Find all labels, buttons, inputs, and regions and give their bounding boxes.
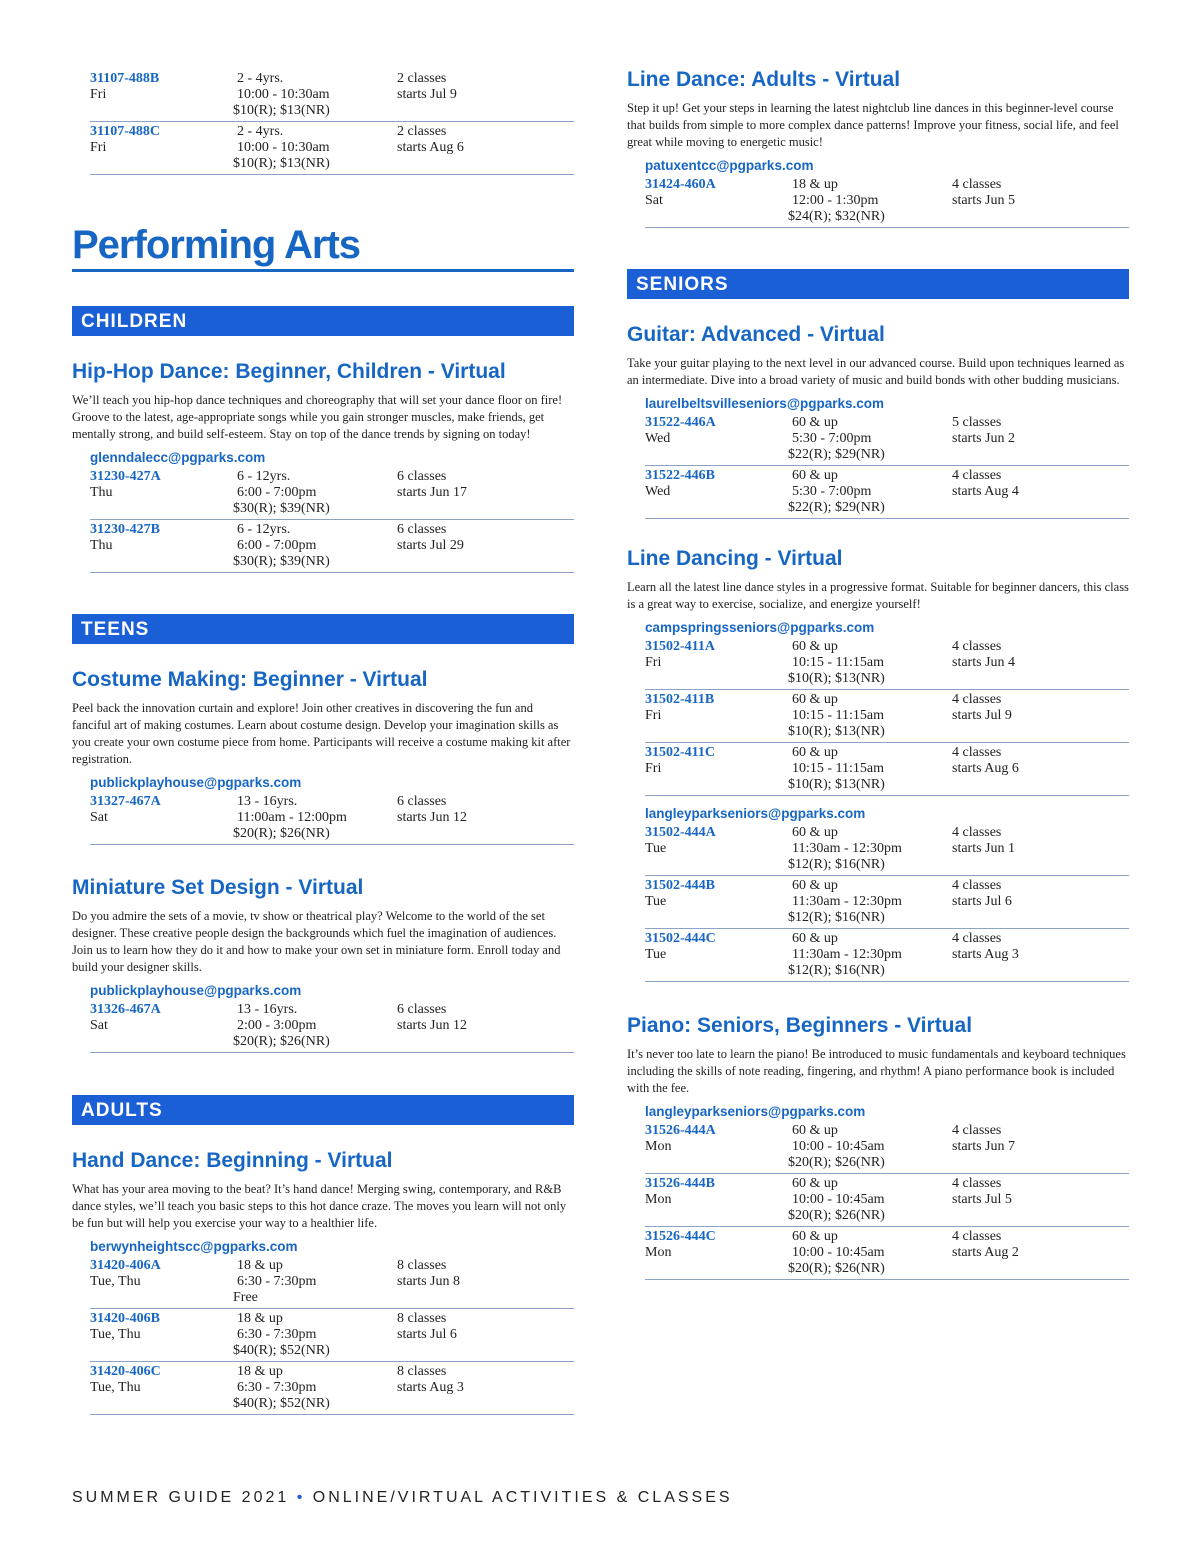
session-age: 2 - 4yrs. [237, 71, 284, 86]
session-code-cell [645, 1229, 785, 1261]
session-detail-cell [788, 1123, 942, 1171]
course-title: Piano: Seniors, Beginners - Virtual [627, 1014, 973, 1037]
session-detail-cell [233, 522, 387, 570]
course-code[interactable]: 31327-467A [90, 794, 161, 809]
course-title: Line Dancing - Virtual [627, 547, 843, 570]
category-bar-adults: ADULTS [72, 1095, 574, 1125]
session-day: Fri [90, 140, 107, 155]
session-code-cell [645, 468, 785, 500]
session-schedule-cell [952, 878, 1122, 910]
session-start: starts Aug 3 [397, 1380, 464, 1395]
session-code-cell [645, 1176, 785, 1208]
course-description: What has your area moving to the beat? It’s hand dance! Merging swing, contemporary, and R&B dance styles, we’ll teach you basic steps to this hot dance craze. The moves you learn will not only be fun but will help you exercise your way to a healthier life. [72, 1182, 567, 1230]
top-session-list [90, 69, 574, 175]
session-day: Thu [90, 485, 113, 500]
session-row [645, 466, 1129, 519]
session-detail-cell [233, 124, 387, 172]
session-detail-cell [788, 177, 942, 225]
session-schedule-cell [952, 931, 1122, 963]
session-row [645, 1174, 1129, 1227]
session-detail-cell [233, 1311, 387, 1359]
session-row [645, 690, 1129, 743]
session-time: 12:00 - 1:30pm [792, 193, 879, 208]
session-time: 11:30am - 12:30pm [792, 947, 902, 962]
session-code-cell [645, 639, 785, 671]
session-age: 60 & up [792, 415, 838, 430]
session-fee: $20(R); $26(NR) [788, 1208, 885, 1223]
course-code[interactable]: 31522-446A [645, 415, 716, 430]
session-code-cell [645, 825, 785, 857]
session-detail-cell [233, 1364, 387, 1412]
session-schedule-cell [397, 1364, 567, 1396]
footer-guide-label: SUMMER GUIDE 2021 [72, 1489, 290, 1506]
course-code[interactable]: 31526-444B [645, 1176, 715, 1191]
session-code-cell [645, 1123, 785, 1155]
session-start: starts Jun 17 [397, 485, 467, 500]
course-description: Learn all the latest line dance styles in a progressive format. Suitable for beginner dancers, this class is a great way to exercise, socialize, and energize yourself! [627, 580, 1129, 611]
course-code[interactable]: 31420-406A [90, 1258, 161, 1273]
session-start: starts Jul 5 [952, 1192, 1012, 1207]
right-column [627, 0, 1129, 1280]
page-footer [72, 1489, 733, 1507]
session-schedule-cell [397, 124, 567, 156]
session-code-cell [90, 522, 230, 554]
session-time: 10:00 - 10:45am [792, 1139, 885, 1154]
session-day: Tue, Thu [90, 1274, 141, 1289]
category-bar-teens: TEENS [72, 614, 574, 644]
session-time: 11:30am - 12:30pm [792, 894, 902, 909]
session-start: starts Jun 7 [952, 1139, 1015, 1154]
session-schedule-cell [397, 1002, 567, 1034]
contact-email[interactable]: patuxentcc@pgparks.com [645, 158, 814, 173]
session-age: 60 & up [792, 692, 838, 707]
session-day: Mon [645, 1139, 672, 1154]
session-day: Wed [645, 431, 671, 446]
session-age: 18 & up [792, 177, 838, 192]
session-age: 60 & up [792, 878, 838, 893]
course-description: It’s never too late to learn the piano! Be introduced to music fundamentals and keyboard techniques including the skills of note reading, fingering, and rhythm! A piano performance book is included with the fee. [627, 1047, 1126, 1095]
session-schedule-cell [397, 522, 567, 554]
contact-email[interactable]: laurelbeltsvilleseniors@pgparks.com [645, 396, 885, 411]
session-start: starts Jun 12 [397, 1018, 467, 1033]
session-start: starts Aug 6 [397, 140, 464, 155]
course-code[interactable]: 31502-411C [645, 745, 715, 760]
course-code[interactable]: 31107-488C [90, 124, 160, 139]
session-fee: $22(R); $29(NR) [788, 500, 885, 515]
session-row [645, 1121, 1129, 1174]
session-row [90, 467, 574, 520]
session-detail-cell [788, 745, 942, 793]
session-fee: $30(R); $39(NR) [233, 501, 330, 516]
session-count: 4 classes [952, 177, 1002, 192]
session-detail-cell [788, 639, 942, 687]
course-code[interactable]: 31230-427A [90, 469, 161, 484]
course-code[interactable]: 31502-411A [645, 639, 715, 654]
session-time: 6:00 - 7:00pm [237, 538, 317, 553]
session-code-cell [645, 415, 785, 447]
session-fee: $20(R); $26(NR) [233, 1034, 330, 1049]
session-start: starts Jul 29 [397, 538, 464, 553]
session-count: 2 classes [397, 124, 447, 139]
session-day: Thu [90, 538, 113, 553]
session-detail-cell [233, 1258, 387, 1306]
session-day: Sat [90, 810, 108, 825]
session-detail-cell [788, 825, 942, 873]
session-count: 6 classes [397, 1002, 447, 1017]
course-description: Take your guitar playing to the next level in our advanced course. Build upon techniques learned as an intermediate. Dive into a broad variety of music and build bonds with other budding musicians. [627, 356, 1125, 387]
category-bar-seniors: SENIORS [627, 269, 1129, 299]
session-day: Sat [645, 193, 663, 208]
course-title: Costume Making: Beginner - Virtual [72, 668, 428, 691]
session-age: 60 & up [792, 931, 838, 946]
session-count: 4 classes [952, 692, 1002, 707]
session-day: Tue, Thu [90, 1380, 141, 1395]
course-code[interactable]: 31420-406B [90, 1311, 160, 1326]
session-code-cell [645, 878, 785, 910]
session-fee: $12(R); $16(NR) [788, 910, 885, 925]
course-code[interactable]: 31230-427B [90, 522, 160, 537]
session-age: 18 & up [237, 1311, 283, 1326]
session-start: starts Aug 2 [952, 1245, 1019, 1260]
session-list [645, 175, 1129, 228]
session-time: 6:30 - 7:30pm [237, 1327, 317, 1342]
session-time: 2:00 - 3:00pm [237, 1018, 317, 1033]
session-row [645, 637, 1129, 690]
session-time: 5:30 - 7:00pm [792, 431, 872, 446]
session-fee: $22(R); $29(NR) [788, 447, 885, 462]
session-start: starts Aug 3 [952, 947, 1019, 962]
session-schedule-cell [952, 177, 1122, 209]
session-schedule-cell [952, 825, 1122, 857]
footer-separator: • [296, 1489, 306, 1506]
session-fee: $40(R); $52(NR) [233, 1343, 330, 1358]
session-row [645, 743, 1129, 796]
contact-email[interactable]: campspringsseniors@pgparks.com [645, 620, 875, 635]
session-schedule-cell [952, 1123, 1122, 1155]
course-code[interactable]: 31420-406C [90, 1364, 161, 1379]
session-time: 10:15 - 11:15am [792, 708, 885, 723]
session-day: Tue [645, 947, 667, 962]
session-age: 60 & up [792, 745, 838, 760]
course-code[interactable]: 31502-411B [645, 692, 715, 707]
session-start: starts Jun 1 [952, 841, 1015, 856]
session-schedule-cell [952, 468, 1122, 500]
session-row [645, 876, 1129, 929]
session-count: 6 classes [397, 522, 447, 537]
category-bar-children: CHILDREN [72, 306, 574, 336]
course-code[interactable]: 31107-488B [90, 71, 160, 86]
session-count: 4 classes [952, 1229, 1002, 1244]
page-title: Performing Arts [72, 223, 574, 272]
session-code-cell [90, 1364, 230, 1396]
course-code[interactable]: 31526-444C [645, 1229, 716, 1244]
session-list [645, 1121, 1129, 1280]
session-schedule-cell [397, 469, 567, 501]
session-day: Fri [645, 655, 662, 670]
course-code[interactable]: 31326-467A [90, 1002, 161, 1017]
session-fee: $10(R); $13(NR) [233, 156, 330, 171]
session-start: starts Jul 6 [397, 1327, 457, 1342]
contact-email[interactable]: publickplayhouse@pgparks.com [90, 775, 302, 790]
session-fee: $12(R); $16(NR) [788, 963, 885, 978]
session-code-cell [645, 745, 785, 777]
course-title: Hip-Hop Dance: Beginner, Children - Virtual [72, 360, 506, 383]
course-description: Step it up! Get your steps in learning the latest nightclub line dances in this beginner-level course that builds from simple to more complex dance patterns! Improve your fitness, social life, and feel great while moving to energetic music! [627, 101, 1119, 149]
session-detail-cell [788, 415, 942, 463]
session-list [90, 792, 574, 845]
session-day: Mon [645, 1245, 672, 1260]
session-code-cell [645, 177, 785, 209]
session-code-cell [90, 469, 230, 501]
contact-email[interactable]: berwynheightscc@pgparks.com [90, 1239, 298, 1254]
session-fee: $24(R); $32(NR) [788, 209, 885, 224]
session-fee: Free [233, 1290, 258, 1305]
session-age: 18 & up [237, 1258, 283, 1273]
session-code-cell [90, 794, 230, 826]
footer-section-label: ONLINE/VIRTUAL ACTIVITIES & CLASSES [312, 1489, 733, 1506]
session-count: 8 classes [397, 1311, 447, 1326]
session-detail-cell [233, 469, 387, 517]
session-start: starts Jun 8 [397, 1274, 460, 1289]
session-time: 10:00 - 10:30am [237, 140, 330, 155]
session-age: 60 & up [792, 468, 838, 483]
session-count: 4 classes [952, 639, 1002, 654]
session-detail-cell [233, 71, 387, 119]
session-row [90, 1000, 574, 1053]
session-list [645, 637, 1129, 796]
session-time: 10:00 - 10:45am [792, 1192, 885, 1207]
session-row [90, 1256, 574, 1309]
session-day: Wed [645, 484, 671, 499]
session-age: 60 & up [792, 1229, 838, 1244]
session-fee: $10(R); $13(NR) [788, 724, 885, 739]
session-code-cell [90, 1002, 230, 1034]
session-code-cell [645, 931, 785, 963]
session-day: Mon [645, 1192, 672, 1207]
session-row [645, 823, 1129, 876]
session-code-cell [90, 124, 230, 156]
session-count: 6 classes [397, 794, 447, 809]
session-start: starts Jul 9 [397, 87, 457, 102]
session-count: 8 classes [397, 1258, 447, 1273]
session-schedule-cell [952, 745, 1122, 777]
course-description: Do you admire the sets of a movie, tv show or theatrical play? Welcome to the world of the set designer. These creative people design the backgrounds which fuel the imagination of audiences. Join us to learn how they do it and how to make your own set in miniature form. Enroll today and build your designer skills. [72, 909, 561, 974]
session-row [645, 175, 1129, 228]
session-start: starts Jun 5 [952, 193, 1015, 208]
session-time: 5:30 - 7:00pm [792, 484, 872, 499]
session-start: starts Jul 6 [952, 894, 1012, 909]
session-schedule-cell [952, 415, 1122, 447]
session-start: starts Jul 9 [952, 708, 1012, 723]
course-title: Line Dance: Adults - Virtual [627, 68, 901, 91]
session-start: starts Jun 12 [397, 810, 467, 825]
contact-email[interactable]: langleyparkseniors@pgparks.com [645, 1104, 866, 1119]
session-count: 4 classes [952, 1123, 1002, 1138]
session-count: 4 classes [952, 931, 1002, 946]
contact-email[interactable]: langleyparkseniors@pgparks.com [645, 806, 866, 821]
session-age: 13 - 16yrs. [237, 794, 298, 809]
session-day: Tue [645, 841, 667, 856]
session-list [90, 467, 574, 573]
session-fee: $20(R); $26(NR) [788, 1261, 885, 1276]
session-schedule-cell [397, 1311, 567, 1343]
session-time: 6:30 - 7:30pm [237, 1380, 317, 1395]
session-detail-cell [788, 1176, 942, 1224]
session-row [645, 929, 1129, 982]
session-detail-cell [788, 1229, 942, 1277]
session-age: 2 - 4yrs. [237, 124, 284, 139]
session-fee: $20(R); $26(NR) [788, 1155, 885, 1170]
session-time: 10:00 - 10:30am [237, 87, 330, 102]
session-age: 6 - 12yrs. [237, 522, 291, 537]
session-count: 5 classes [952, 415, 1002, 430]
session-row [90, 69, 574, 122]
session-count: 4 classes [952, 1176, 1002, 1191]
session-age: 60 & up [792, 639, 838, 654]
session-start: starts Jun 2 [952, 431, 1015, 446]
session-schedule-cell [952, 1176, 1122, 1208]
session-time: 10:00 - 10:45am [792, 1245, 885, 1260]
session-day: Fri [645, 761, 662, 776]
session-detail-cell [788, 878, 942, 926]
session-detail-cell [788, 468, 942, 516]
session-fee: $20(R); $26(NR) [233, 826, 330, 841]
session-age: 13 - 16yrs. [237, 1002, 298, 1017]
session-schedule-cell [397, 71, 567, 103]
session-time: 10:15 - 11:15am [792, 655, 885, 670]
session-list [645, 413, 1129, 519]
session-time: 11:00am - 12:00pm [237, 810, 347, 825]
course-code[interactable]: 31502-444C [645, 931, 716, 946]
session-count: 2 classes [397, 71, 447, 86]
course-code[interactable]: 31502-444B [645, 878, 715, 893]
course-code[interactable]: 31526-444A [645, 1123, 716, 1138]
session-row [90, 1309, 574, 1362]
session-fee: $10(R); $13(NR) [233, 103, 330, 118]
session-day: Fri [90, 87, 107, 102]
session-detail-cell [233, 1002, 387, 1050]
session-time: 10:15 - 11:15am [792, 761, 885, 776]
contact-email[interactable]: publickplayhouse@pgparks.com [90, 983, 302, 998]
course-code[interactable]: 31424-460A [645, 177, 716, 192]
session-detail-cell [788, 931, 942, 979]
session-age: 60 & up [792, 1123, 838, 1138]
session-time: 6:00 - 7:00pm [237, 485, 317, 500]
session-age: 6 - 12yrs. [237, 469, 291, 484]
session-start: starts Aug 6 [952, 761, 1019, 776]
session-day: Tue [645, 894, 667, 909]
session-list [90, 1000, 574, 1053]
session-code-cell [90, 1311, 230, 1343]
course-title: Guitar: Advanced - Virtual [627, 323, 885, 346]
session-schedule-cell [397, 794, 567, 826]
session-schedule-cell [952, 639, 1122, 671]
session-count: 4 classes [952, 878, 1002, 893]
session-start: starts Aug 4 [952, 484, 1019, 499]
session-start: starts Jun 4 [952, 655, 1015, 670]
session-schedule-cell [952, 1229, 1122, 1261]
course-description: Peel back the innovation curtain and explore! Join other creatives in discovering the fun and fanciful art of making costumes. Learn about costume design. Develop your imagination skills as you create your own costume piece from home. Participants will receive a costume making kit after registration. [72, 701, 571, 766]
contact-email[interactable]: glenndalecc@pgparks.com [90, 450, 266, 465]
session-day: Sat [90, 1018, 108, 1033]
session-row [645, 1227, 1129, 1280]
course-code[interactable]: 31522-446B [645, 468, 715, 483]
session-code-cell [90, 1258, 230, 1290]
session-time: 11:30am - 12:30pm [792, 841, 902, 856]
session-day: Fri [645, 708, 662, 723]
session-count: 4 classes [952, 825, 1002, 840]
session-schedule-cell [397, 1258, 567, 1290]
session-row [645, 413, 1129, 466]
session-row [90, 792, 574, 845]
session-time: 6:30 - 7:30pm [237, 1274, 317, 1289]
session-schedule-cell [952, 692, 1122, 724]
session-row [90, 122, 574, 175]
session-list [645, 823, 1129, 982]
session-age: 60 & up [792, 825, 838, 840]
session-row [90, 1362, 574, 1415]
course-title: Hand Dance: Beginning - Virtual [72, 1149, 393, 1172]
session-fee: $10(R); $13(NR) [788, 777, 885, 792]
session-count: 6 classes [397, 469, 447, 484]
session-fee: $10(R); $13(NR) [788, 671, 885, 686]
course-title: Miniature Set Design - Virtual [72, 876, 364, 899]
session-count: 8 classes [397, 1364, 447, 1379]
session-detail-cell [233, 794, 387, 842]
session-fee: $40(R); $52(NR) [233, 1396, 330, 1411]
session-list [90, 1256, 574, 1415]
session-count: 4 classes [952, 468, 1002, 483]
course-description: We’ll teach you hip-hop dance techniques and choreography that will set your dance floor on fire! Groove to the latest, age-appropriate songs while you gain stronger muscles, make friends, get mentally strong, and build self-esteem. Stay on top of the dance trends by signing on today! [72, 393, 563, 441]
session-count: 4 classes [952, 745, 1002, 760]
session-age: 60 & up [792, 1176, 838, 1191]
session-code-cell [90, 71, 230, 103]
session-day: Tue, Thu [90, 1327, 141, 1342]
session-detail-cell [788, 692, 942, 740]
session-row [90, 520, 574, 573]
session-fee: $12(R); $16(NR) [788, 857, 885, 872]
session-age: 18 & up [237, 1364, 283, 1379]
session-fee: $30(R); $39(NR) [233, 554, 330, 569]
session-code-cell [645, 692, 785, 724]
course-code[interactable]: 31502-444A [645, 825, 716, 840]
left-column [72, 0, 574, 1415]
